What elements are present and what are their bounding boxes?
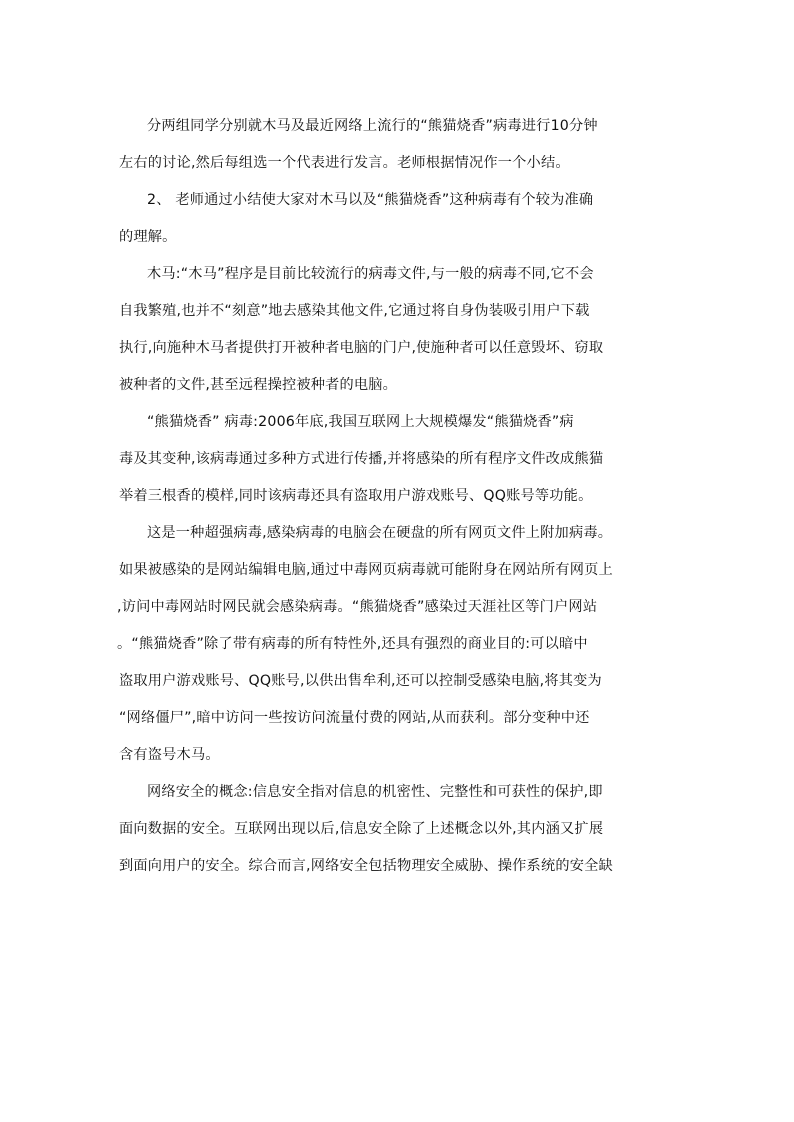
text-line: 。“熊猫烧香”除了带有病毒的所有特性外,还具有强烈的商业目的:可以暗中 [117, 636, 588, 652]
text-line: 被种者的文件,甚至远程操控被种者的电脑。 [119, 377, 398, 393]
text-line: 2、 老师通过小结使大家对木马以及“熊猫烧香”这种病毒有个较为准确 [147, 192, 594, 208]
text-line: 到面向用户的安全。综合而言,网络安全包括物理安全威胁、操作系统的安全缺 [119, 858, 613, 874]
text-line: 分两组同学分别就木马及最近网络上流行的“熊猫烧香”病毒进行10分钟 [147, 118, 598, 134]
text-line: 左右的讨论,然后每组选一个代表进行发言。老师根据情况作一个小结。 [119, 155, 570, 171]
text-line: 木马:“木马”程序是目前比较流行的病毒文件,与一般的病毒不同,它不会 [147, 266, 594, 282]
text-line: ,访问中毒网站时网民就会感染病毒。“熊猫烧香”感染过天涯社区等门户网站 [117, 599, 598, 615]
text-line: 含有盗号木马。 [119, 747, 220, 763]
text-line: 如果被感染的是网站编辑电脑,通过中毒网页病毒就可能附身在网站所有网页上 [119, 562, 613, 578]
text-line: “熊猫烧香” 病毒:2006年底,我国互联网上大规模爆发“熊猫烧香”病 [147, 414, 574, 430]
text-line: 这是一种超强病毒,感染病毒的电脑会在硬盘的所有网页文件上附加病毒。 [147, 525, 613, 541]
text-line: 盗取用户游戏账号、QQ账号,以供出售牟利,还可以控制受感染电脑,将其变为 [119, 673, 602, 689]
text-line: 举着三根香的模样,同时该病毒还具有盗取用户游戏账号、QQ账号等功能。 [119, 488, 593, 504]
text-line: 执行,向施种木马者提供打开被种者电脑的门户,使施种者可以任意毁坏、窃取 [119, 340, 604, 356]
text-line: 毒及其变种,该病毒通过多种方式进行传播,并将感染的所有程序文件改成熊猫 [119, 451, 604, 467]
text-line: 网络安全的概念:信息安全指对信息的机密性、完整性和可获性的保护,即 [147, 784, 603, 800]
text-line: 的理解。 [119, 229, 177, 245]
text-line: 自我繁殖,也并不“刻意”地去感染其他文件,它通过将自身伪装吸引用户下载 [119, 303, 590, 319]
document-body [119, 108, 675, 885]
text-line: 面向数据的安全。互联网出现以后,信息安全除了上述概念以外,其内涵又扩展 [119, 821, 604, 837]
text-line: “网络僵尸”,暗中访问一些按访问流量付费的网站,从而获利。部分变种中还 [119, 710, 590, 726]
